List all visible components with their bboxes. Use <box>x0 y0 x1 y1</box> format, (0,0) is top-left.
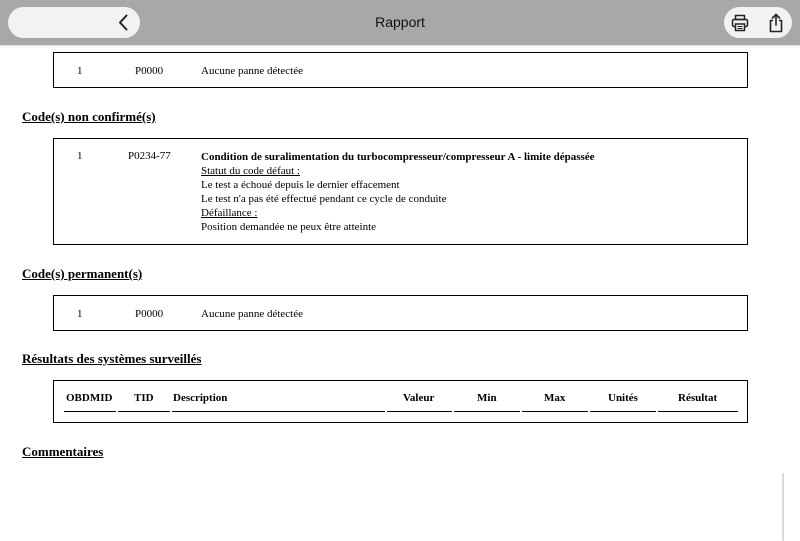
report-content[interactable] <box>0 45 800 525</box>
row-index: 1 <box>77 65 83 77</box>
header-underline <box>454 411 520 412</box>
header-underline <box>118 411 170 412</box>
section-heading-monitored: Résultats des systèmes surveillés <box>22 351 202 366</box>
row-code: P0000 <box>135 65 164 77</box>
column-header-valeur: Valeur <box>403 392 435 404</box>
navigation-bar <box>0 0 800 45</box>
printer-icon[interactable] <box>730 13 750 33</box>
actions-group <box>724 7 792 38</box>
vertical-scrollbar[interactable] <box>782 473 784 541</box>
code-title: Condition de suralimentation du turbocompresseur/compresseur A - limite dépassée <box>201 151 595 163</box>
monitored-results-table <box>53 380 748 423</box>
column-header-min: Min <box>477 392 497 404</box>
status-label: Statut du code défaut : <box>201 165 300 177</box>
row-description: Aucune panne détectée <box>201 308 303 320</box>
permanent-codes-box <box>53 295 748 331</box>
header-underline <box>64 411 116 412</box>
row-index: 1 <box>77 308 83 320</box>
column-header-tid: TID <box>134 392 154 404</box>
header-underline <box>387 411 452 412</box>
status-line: Le test a échoué depuis le dernier effacement <box>201 179 400 191</box>
status-line: Le test n'a pas été effectué pendant ce cycle de conduite <box>201 193 447 205</box>
code-details <box>201 150 595 234</box>
row-code: P0000 <box>135 308 164 320</box>
section-heading-permanent: Code(s) permanent(s) <box>22 266 143 281</box>
column-header-resultat: Résultat <box>678 392 718 404</box>
failure-label: Défaillance : <box>201 207 258 219</box>
section-heading-comments: Commentaires <box>22 444 104 459</box>
failure-text: Position demandée ne peux être atteinte <box>201 221 377 233</box>
share-icon[interactable] <box>766 13 786 33</box>
header-underline <box>172 411 385 412</box>
header-underline <box>522 411 588 412</box>
row-description: Aucune panne détectée <box>201 65 303 77</box>
row-index: 1 <box>77 150 83 162</box>
column-header-unites: Unités <box>608 392 638 404</box>
section-heading-unconfirmed: Code(s) non confirmé(s) <box>22 109 156 124</box>
header-underline <box>590 411 656 412</box>
column-header-description: Description <box>173 392 228 404</box>
column-header-obdmid: OBDMID <box>66 392 113 404</box>
confirmed-codes-box <box>53 52 748 88</box>
header-underline <box>658 411 738 412</box>
row-code: P0234-77 <box>128 150 171 162</box>
column-header-max: Max <box>544 392 566 404</box>
unconfirmed-codes-box <box>53 138 748 245</box>
page-title: Rapport <box>375 14 425 30</box>
